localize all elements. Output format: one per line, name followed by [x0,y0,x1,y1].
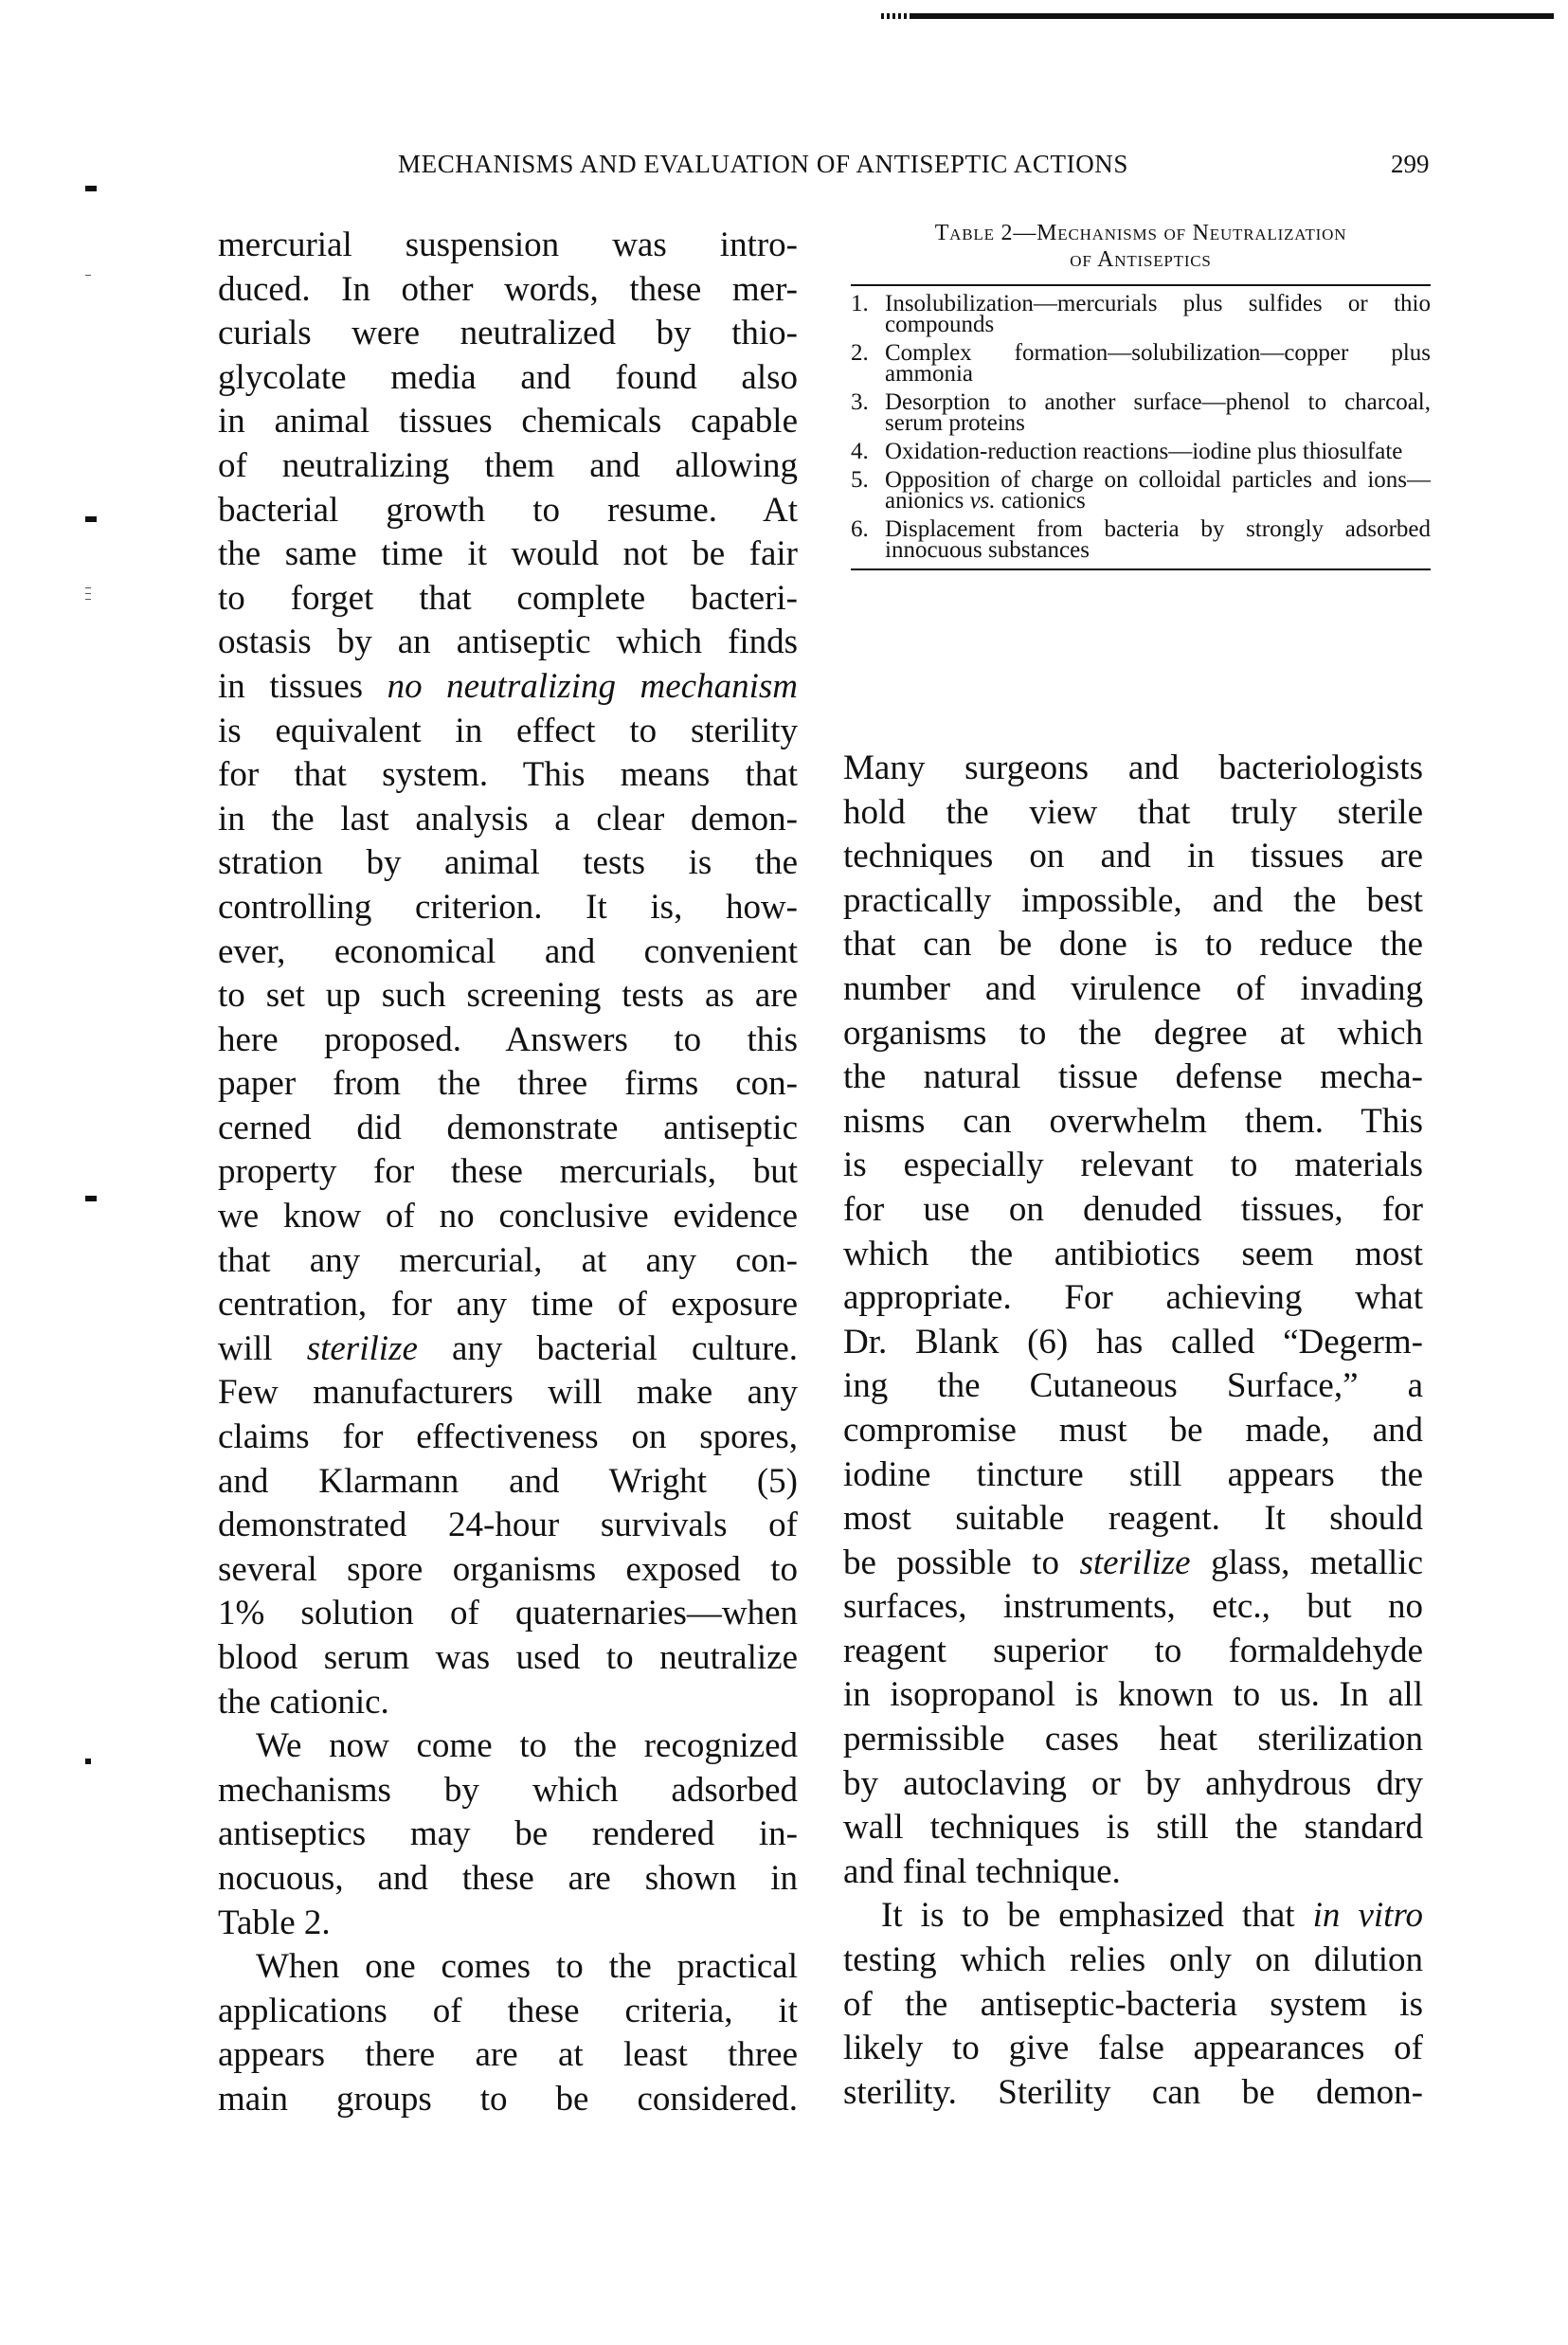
text-line: practically impossible, and the best [843,880,1423,920]
text-line: surfaces, instruments, etc., but no [843,1587,1423,1627]
table-item [851,389,1431,436]
text-line: reagent superior to formaldehyde [843,1631,1423,1670]
text-line [218,1327,798,1372]
text-line: to set up such screening tests as are [218,976,798,1016]
text-line: the cationic. [218,1682,389,1722]
text-line: number and virulence of invading [843,968,1423,1008]
item-number: 4. [851,439,869,464]
text-line: is especially relevant to materials [843,1145,1423,1185]
text-run: glass, metallic [1190,1542,1423,1582]
text-line: ostasis by an antiseptic which finds [218,622,798,662]
text-line: likely to give false appearances of [843,2029,1423,2068]
text-line: hold the view that truly sterile [843,792,1423,832]
text-line: Table 2. [218,1903,331,1942]
paragraph [218,1945,798,2121]
text-line [843,1542,1423,1586]
emphasis: sterilize [1079,1542,1191,1582]
text-line: and final technique. [843,1851,1121,1891]
text-line: of neutralizing them and allowing [218,445,798,485]
item-number: 1. [851,291,869,316]
text-line: sterility. Sterility can be demon- [843,2072,1423,2112]
text-line: to forget that complete bacteri- [218,578,798,618]
table-title-line: Table 2—Mechanisms of Neutralization [934,221,1347,245]
text-line: of the antiseptic-bacteria system is [843,1984,1423,2024]
text-line: When one comes to the practical [256,1947,798,1987]
text-line: in animal tissues chemicals capable [218,402,798,442]
text-line: controlling criterion. It is, how- [218,887,798,927]
text-run: will [218,1328,307,1368]
scan-artifact-bar [910,13,1554,19]
margin-dash [85,593,91,594]
emphasis: vs. [969,488,996,514]
emphasis: in vitro [1312,1896,1423,1936]
text-line: appears there are at least three [218,2035,798,2075]
item-text [885,467,1431,514]
table-item [851,467,1431,514]
text-line: iodine tincture still appears the [843,1454,1423,1494]
text-line: we know of no conclusive evidence [218,1197,798,1236]
margin-mark [85,1196,97,1201]
text-line: here proposed. Answers to this [218,1019,798,1059]
text-line: permissible cases heat sterilization [843,1720,1423,1759]
margin-dash [85,599,91,600]
right-column [843,747,1423,2115]
text-line: applications of these criteria, it [218,1991,798,2030]
table-item [851,291,1431,337]
text-line: blood serum was used to neutralize [218,1638,798,1677]
item-text: Desorption to another surface—phenol to charcoal, serum proteins [885,389,1431,436]
text-line: mechanisms by which adsorbed [218,1770,798,1810]
text-line: curials were neutralized by thio- [218,314,798,353]
scan-artifact-ticks [881,13,910,19]
margin-mark [85,516,97,522]
text-run: It is to be emphasized that [881,1896,1313,1936]
paragraph [843,747,1423,1894]
text-line: ing the Cutaneous Surface,” a [843,1366,1423,1406]
text-line: property for these mercurials, but [218,1152,798,1192]
text-line: Many surgeons and bacteriologists [843,749,1423,787]
text-line: for use on denuded tissues, for [843,1189,1423,1229]
paragraph [218,1724,798,1945]
text-line [843,1894,1423,1939]
text-line: and Klarmann and Wright (5) [218,1461,798,1501]
text-line: is equivalent in effect to sterility [218,711,798,750]
text-line: in isopropanol is known to us. In all [843,1675,1423,1715]
text-run: cationics [1000,488,1086,514]
text-line: mercurial suspension was intro- [218,225,798,264]
text-run: Opposition of charge on colloidal particles and ions—anionics [885,467,1431,514]
text-line: which the antibiotics seem most [843,1234,1423,1273]
text-line: duced. In other words, these mer- [218,269,798,309]
table-item [851,439,1431,464]
text-line: organisms to the degree at which [843,1013,1423,1053]
text-run: in tissues [218,666,387,706]
table-top-rule [851,284,1431,286]
text-line: centration, for any time of exposure [218,1285,798,1325]
emphasis: sterilize [306,1328,418,1368]
text-line: Few manufacturers will make any [218,1373,798,1413]
table-2 [851,220,1431,570]
page-number: 299 [1391,150,1430,178]
text-line: demonstrated 24-hour survivals of [218,1506,798,1545]
table-item [851,516,1431,563]
left-column [218,224,798,2122]
table-bottom-rule [851,568,1431,570]
text-line: stration by animal tests is the [218,843,798,883]
text-line: for that system. This means that [218,755,798,795]
text-line [218,665,798,710]
margin-dot [85,1759,91,1764]
text-line: bacterial growth to resume. At [218,490,798,530]
running-head: MECHANISMS AND EVALUATION OF ANTISEPTIC ACTIONS [398,150,1129,178]
item-text: Displacement from bacteria by strongly adsorbed innocuous substances [885,516,1431,563]
margin-mark [85,186,97,191]
text-line: Dr. Blank (6) has called “Degerm- [843,1322,1423,1362]
emphasis: no neutralizing mechanism [387,666,798,706]
item-text: Oxidation-reduction reactions—iodine plus thiosulfate [885,439,1403,464]
paragraph [843,1894,1423,2115]
text-line: nisms can overwhelm them. This [843,1101,1423,1141]
text-run: be possible to [843,1542,1080,1582]
text-line: appropriate. For achieving what [843,1278,1423,1318]
text-line: ever, economical and convenient [218,931,798,971]
text-line: nocuous, and these are shown in [218,1858,798,1898]
item-number: 3. [851,389,869,415]
text-line: compromise must be made, and [843,1410,1423,1450]
table-item [851,340,1431,387]
text-line: main groups to be considered. [218,2079,798,2119]
paragraph [218,224,798,1724]
table-title [851,220,1431,273]
item-text: Complex formation—solubilization—copper plus ammonia [885,340,1431,387]
text-line: antiseptics may be rendered in- [218,1814,798,1854]
text-line: by autoclaving or by anhydrous dry [843,1763,1423,1803]
text-line: that can be done is to reduce the [843,925,1423,965]
text-line: 1% solution of quaternaries—when [218,1594,798,1633]
text-line: paper from the three firms con- [218,1064,798,1104]
margin-dash [85,587,91,588]
item-number: 6. [851,516,869,542]
item-text: Insolubilization—mercurials plus sulfides or thio compounds [885,291,1431,337]
margin-dash [85,275,91,276]
item-number: 2. [851,340,869,366]
text-line: most suitable reagent. It should [843,1499,1423,1539]
text-line: wall techniques is still the standard [843,1808,1423,1848]
item-number: 5. [851,467,869,493]
text-line: in the last analysis a clear demon- [218,799,798,839]
table-title-line: of Antiseptics [1070,247,1212,272]
text-line: that any mercurial, at any con- [218,1240,798,1280]
text-line: glycolate media and found also [218,357,798,397]
text-run: any bacterial culture. [417,1328,798,1368]
text-line: the same time it would not be fair [218,534,798,574]
text-line: techniques on and in tissues are [843,837,1423,876]
text-line: We now come to the recognized [256,1726,798,1766]
text-line: the natural tissue defense mecha- [843,1057,1423,1097]
text-line: several spore organisms exposed to [218,1549,798,1589]
text-line: claims for effectiveness on spores, [218,1417,798,1457]
text-line: cerned did demonstrate antiseptic [218,1108,798,1147]
text-line: testing which relies only on dilution [843,1940,1423,1980]
